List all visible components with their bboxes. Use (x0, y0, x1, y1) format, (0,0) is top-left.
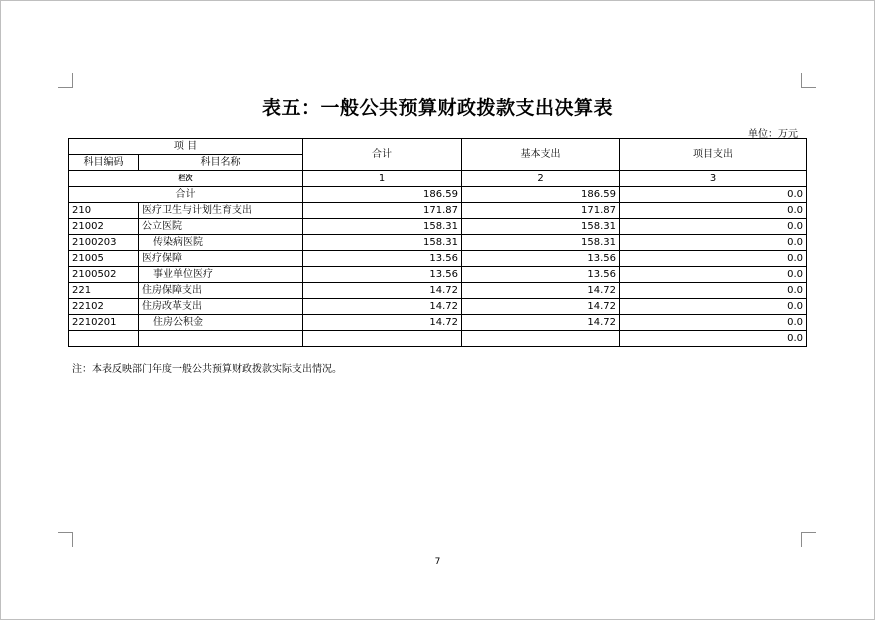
row-code: 210 (69, 203, 139, 219)
row-total: 158.31 (303, 235, 462, 251)
row-project: 0.0 (620, 315, 807, 331)
row-project: 0.0 (620, 331, 807, 347)
table-row (69, 267, 807, 283)
row-code: 2100502 (69, 267, 139, 283)
header-total: 合计 (303, 139, 462, 171)
row-name: 医疗卫生与计划生育支出 (139, 203, 303, 219)
row-name: 事业单位医疗 (139, 267, 303, 283)
total-row (69, 187, 807, 203)
total-row-basic: 186.59 (462, 187, 620, 203)
row-code: 21002 (69, 219, 139, 235)
table-row (69, 299, 807, 315)
header-project: 项 目 (69, 139, 303, 155)
column-number-1: 1 (303, 171, 462, 187)
row-name (139, 331, 303, 347)
header-row-1 (69, 139, 807, 155)
row-code (69, 331, 139, 347)
table-row (69, 235, 807, 251)
row-basic (462, 331, 620, 347)
column-number-row (69, 171, 807, 187)
row-basic: 158.31 (462, 219, 620, 235)
row-basic: 158.31 (462, 235, 620, 251)
row-name: 公立医院 (139, 219, 303, 235)
row-basic: 14.72 (462, 283, 620, 299)
row-project: 0.0 (620, 219, 807, 235)
row-total: 13.56 (303, 251, 462, 267)
row-code: 221 (69, 283, 139, 299)
row-total: 14.72 (303, 283, 462, 299)
row-total: 13.56 (303, 267, 462, 283)
table-row (69, 219, 807, 235)
table-row (69, 203, 807, 219)
row-project: 0.0 (620, 203, 807, 219)
total-row-total: 186.59 (303, 187, 462, 203)
row-total: 171.87 (303, 203, 462, 219)
row-project: 0.0 (620, 283, 807, 299)
row-total: 14.72 (303, 315, 462, 331)
table-note: 注：本表反映部门年度一般公共预算财政拨款实际支出情况。 (72, 364, 342, 375)
row-basic: 13.56 (462, 251, 620, 267)
row-name: 住房改革支出 (139, 299, 303, 315)
column-number-2: 2 (462, 171, 620, 187)
row-project: 0.0 (620, 251, 807, 267)
header-basic: 基本支出 (462, 139, 620, 171)
row-total (303, 331, 462, 347)
column-number-3: 3 (620, 171, 807, 187)
table-row (69, 251, 807, 267)
row-name: 传染病医院 (139, 235, 303, 251)
row-code: 2210201 (69, 315, 139, 331)
table-row (69, 331, 807, 347)
total-row-project: 0.0 (620, 187, 807, 203)
row-basic: 13.56 (462, 267, 620, 283)
column-number-label: 栏次 (69, 171, 303, 187)
crop-mark-top-right (801, 73, 816, 88)
row-code: 21005 (69, 251, 139, 267)
header-code: 科目编码 (69, 155, 139, 171)
page-title: 表五：一般公共预算财政拨款支出决算表 (261, 97, 613, 119)
crop-mark-bottom-left (58, 532, 73, 547)
row-basic: 14.72 (462, 299, 620, 315)
row-project: 0.0 (620, 299, 807, 315)
row-name: 住房公积金 (139, 315, 303, 331)
row-project: 0.0 (620, 267, 807, 283)
row-name: 医疗保障 (139, 251, 303, 267)
total-row-label: 合计 (69, 187, 303, 203)
header-project-expenditure: 项目支出 (620, 139, 807, 171)
crop-mark-bottom-right (801, 532, 816, 547)
row-basic: 14.72 (462, 315, 620, 331)
row-project: 0.0 (620, 235, 807, 251)
table-row (69, 315, 807, 331)
page-number: 7 (434, 557, 441, 567)
row-basic: 171.87 (462, 203, 620, 219)
header-name: 科目名称 (139, 155, 303, 171)
unit-label: 单位：万元 (748, 129, 798, 140)
table-row (69, 283, 807, 299)
row-code: 2100203 (69, 235, 139, 251)
row-code: 22102 (69, 299, 139, 315)
row-name: 住房保障支出 (139, 283, 303, 299)
row-total: 158.31 (303, 219, 462, 235)
row-total: 14.72 (303, 299, 462, 315)
expenditure-table (68, 138, 807, 347)
crop-mark-top-left (58, 73, 73, 88)
